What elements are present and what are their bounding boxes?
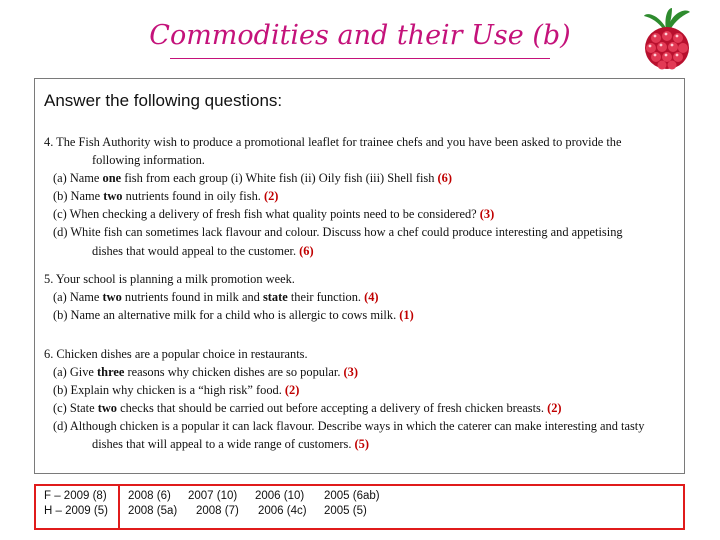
q4-part-d-line2: dishes that would appeal to the customer. (6)	[92, 243, 314, 258]
past-papers-divider	[118, 484, 120, 530]
q6-part-c: (c) State two checks that should be carried out before accepting a delivery of fresh chicken breasts. (2)	[53, 401, 562, 416]
q4-a-marks: (6)	[437, 171, 452, 186]
year-ref-2005-a: 2005 (6ab)	[324, 490, 380, 502]
year-ref-f-2009: F – 2009 (8)	[44, 490, 107, 502]
instructions-heading: Answer the following questions:	[44, 91, 283, 110]
q6-part-a: (a) Give three reasons why chicken dishes are so popular. (3)	[53, 365, 358, 380]
q5-part-b: (b) Name an alternative milk for a child who is allergic to cows milk. (1)	[53, 308, 414, 323]
q5-stem: 5. Your school is planning a milk promotion week.	[44, 272, 295, 286]
year-ref-2006-a: 2006 (10)	[255, 490, 305, 502]
q6-a-marks: (3)	[343, 365, 358, 380]
q6-b-marks: (2)	[284, 383, 300, 398]
year-ref-2005-b: 2005 (5)	[324, 505, 367, 517]
q4-part-c: (c) When checking a delivery of fresh fish what quality points need to be considered? (3)	[53, 207, 495, 222]
q4-stem-line1: 4. The Fish Authority wish to produce a promotional leaflet for trainee chefs and you have been asked to provide the	[44, 135, 622, 149]
question-4	[44, 133, 684, 260]
q4-b-marks: (2)	[263, 189, 279, 204]
year-ref-2008-b: 2008 (5a)	[128, 505, 178, 517]
year-ref-2008-c: 2008 (7)	[196, 505, 239, 517]
year-ref-2008-a: 2008 (6)	[128, 490, 171, 502]
q6-part-b: (b) Explain why chicken is a “high risk” food. (2)	[53, 383, 300, 398]
question-5	[44, 270, 684, 324]
year-ref-2006-b: 2006 (4c)	[258, 505, 307, 517]
q5-b-marks: (1)	[399, 308, 414, 323]
q6-c-marks: (2)	[547, 401, 562, 416]
q4-part-b: (b) Name two nutrients found in oily fish. (2)	[53, 189, 279, 204]
raspberry-icon	[636, 6, 698, 72]
q6-part-d-line2: dishes that will appeal to a wide range of customers. (5)	[92, 437, 369, 452]
q4-part-a: (a) Name one fish from each group (i) White fish (ii) Oily fish (iii) Shell fish (6)	[53, 171, 452, 186]
q4-d-marks: (6)	[299, 243, 314, 258]
q6-stem: 6. Chicken dishes are a popular choice in restaurants.	[44, 347, 308, 361]
q4-c-marks: (3)	[479, 207, 495, 222]
year-ref-h-2009: H – 2009 (5)	[44, 505, 108, 517]
q5-a-marks: (4)	[364, 290, 379, 305]
q6-d-marks: (5)	[354, 437, 369, 452]
q4-stem-line2: following information.	[92, 153, 205, 168]
q4-part-d-line1: (d) White fish can sometimes lack flavour and colour. Discuss how a chef could produce interesting and appetising	[53, 225, 623, 240]
q6-part-d-line1: (d) Although chicken is a popular it can lack flavour. Describe ways in which the caterer can make interesting and tasty	[53, 419, 645, 434]
year-ref-2007: 2007 (10)	[188, 490, 238, 502]
title-underline	[170, 58, 550, 59]
page-title: Commodities and their Use (b)	[149, 20, 571, 51]
q5-part-a: (a) Name two nutrients found in milk and state their function. (4)	[53, 290, 379, 305]
question-6	[44, 345, 684, 454]
